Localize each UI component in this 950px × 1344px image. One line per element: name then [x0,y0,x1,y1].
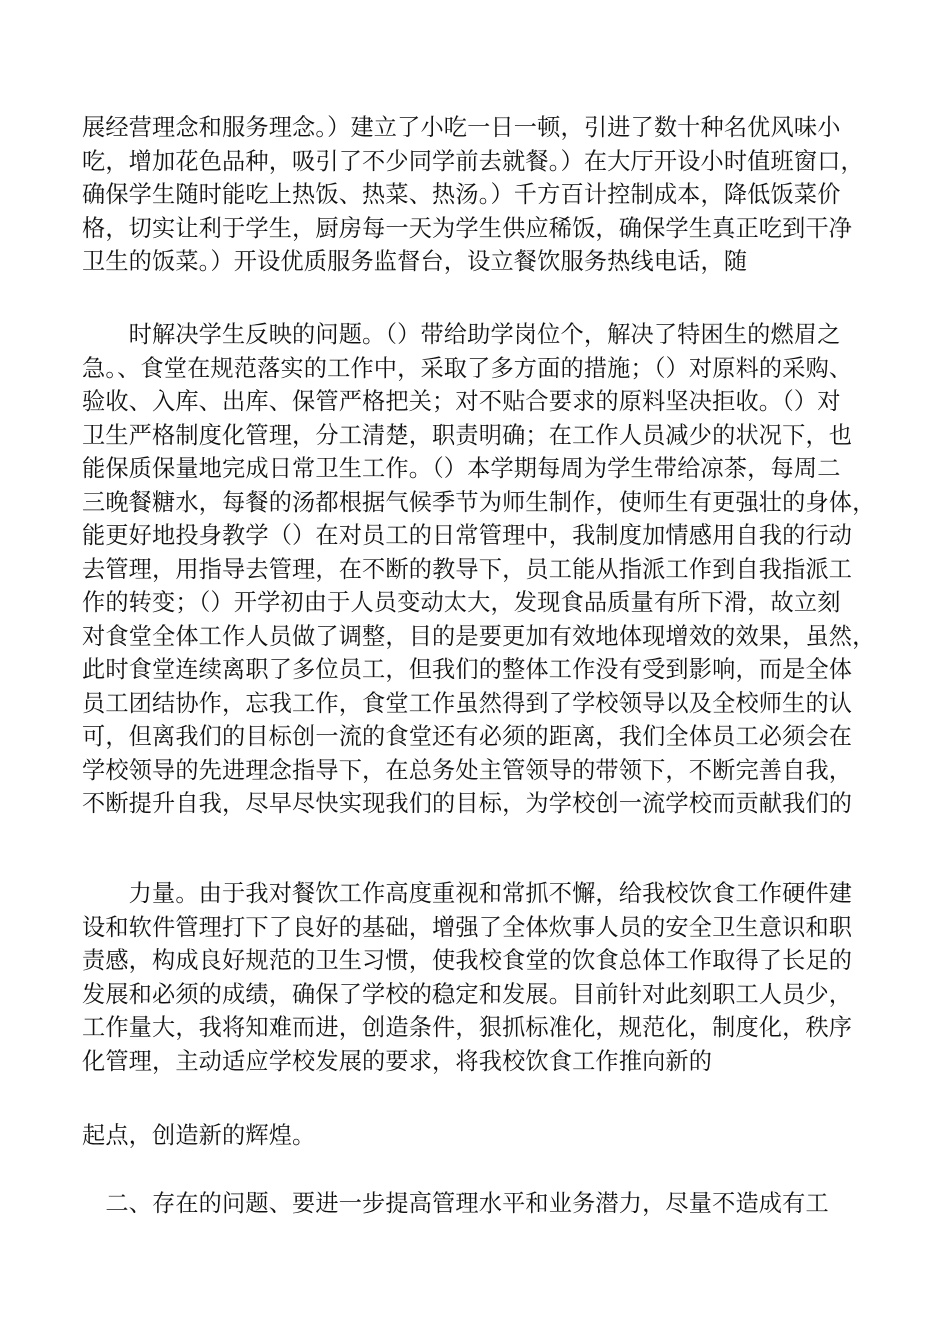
text-line: 起点，创造新的辉煌。 [82,1122,316,1149]
text-line: 学校领导的先进理念指导下，在总务处主管领导的带领下，不断完善自我， [82,756,853,784]
text-line: 急。、食堂在规范落实的工作中，采取了多方面的措施；（）对原料的采购、 [82,354,853,382]
text-line: 验收、入库、出库、保管严格把关；对不贴合要求的原料坚决拒收。（）对 [82,388,841,415]
text-line: 卫生严格制度化管理，分工清楚，职责明确；在工作人员减少的状况下，也 [82,421,853,449]
text-line: 化管理，主动适应学校发展的要求，将我校饮食工作推向新的 [82,1047,713,1075]
text-line: 二、存在的问题、要进一步提高管理水平和业务潜力，尽量不造成有工 [82,1190,829,1217]
text-line: 能更好地投身教学（）在对员工的日常管理中，我制度加情感用自我的行动 [82,522,853,549]
text-line: 卫生的饭菜。）开设优质服务监督台，设立餐饮服务热线电话，随 [82,248,748,275]
paragraph-2 [82,318,882,821]
text-line: 作的转变；（）开学初由于人员变动太大，发现食品质量有所下滑，故立刻 [82,589,841,616]
paragraph-1 [82,111,882,279]
text-line: 员工团结协作，忘我工作，食堂工作虽然得到了学校领导以及全校师生的认 [82,689,853,717]
text-line: 发展和必须的成绩，确保了学校的稳定和发展。目前针对此刻职工人员少， [82,980,853,1008]
paragraph-3 [82,877,882,1078]
text-line: 不断提升自我，尽早尽快实现我们的目标，为学校创一流学校而贡献我们的 [82,790,853,817]
text-line: 力量。由于我对餐饮工作高度重视和常抓不懈，给我校饮食工作硬件建 [82,880,853,907]
text-line: 能保质保量地完成日常卫生工作。（）本学期每周为学生带给凉茶，每周二 [82,455,841,482]
text-line: 吃，增加花色品种，吸引了不少同学前去就餐。）在大厅开设小时值班窗口， [82,147,864,175]
text-line: 确保学生随时能吃上热饭、热菜、热汤。）千方百计控制成本，降低饭菜价 [82,181,841,208]
text-line: 三晚餐糖水，每餐的汤都根据气候季节为师生制作，使师生有更强壮的身体， [82,488,876,516]
section-heading-paragraph [82,1187,882,1221]
text-line: 展经营理念和服务理念。）建立了小吃一日一顿，引进了数十种名优风味小 [82,114,841,141]
paragraph-4 [82,1119,882,1153]
text-line: 可，但离我们的目标创一流的食堂还有必须的距离，我们全体员工必须会在 [82,723,853,750]
text-line: 对食堂全体工作人员做了调整，目的是要更加有效地体现增效的效果，虽然， [82,622,876,650]
text-line: 此时食堂连续离职了多位员工，但我们的整体工作没有受到影响，而是全体 [82,656,853,683]
text-line: 格，切实让利于学生，厨房每一天为学生供应稀饭，确保学生真正吃到干净 [82,214,853,242]
text-line: 时解决学生反映的问题。（）带给助学岗位个，解决了特困生的燃眉之 [82,321,841,348]
text-line: 工作量大，我将知难而进，创造条件，狠抓标准化，规范化，制度化，秩序 [82,1014,853,1041]
text-line: 设和软件管理打下了良好的基础，增强了全体炊事人员的安全卫生意识和职 [82,913,853,941]
text-line: 去管理，用指导去管理，在不断的教导下，员工能从指派工作到自我指派工 [82,555,853,583]
text-line: 责感，构成良好规范的卫生习惯，使我校食堂的饮食总体工作取得了长足的 [82,947,853,974]
